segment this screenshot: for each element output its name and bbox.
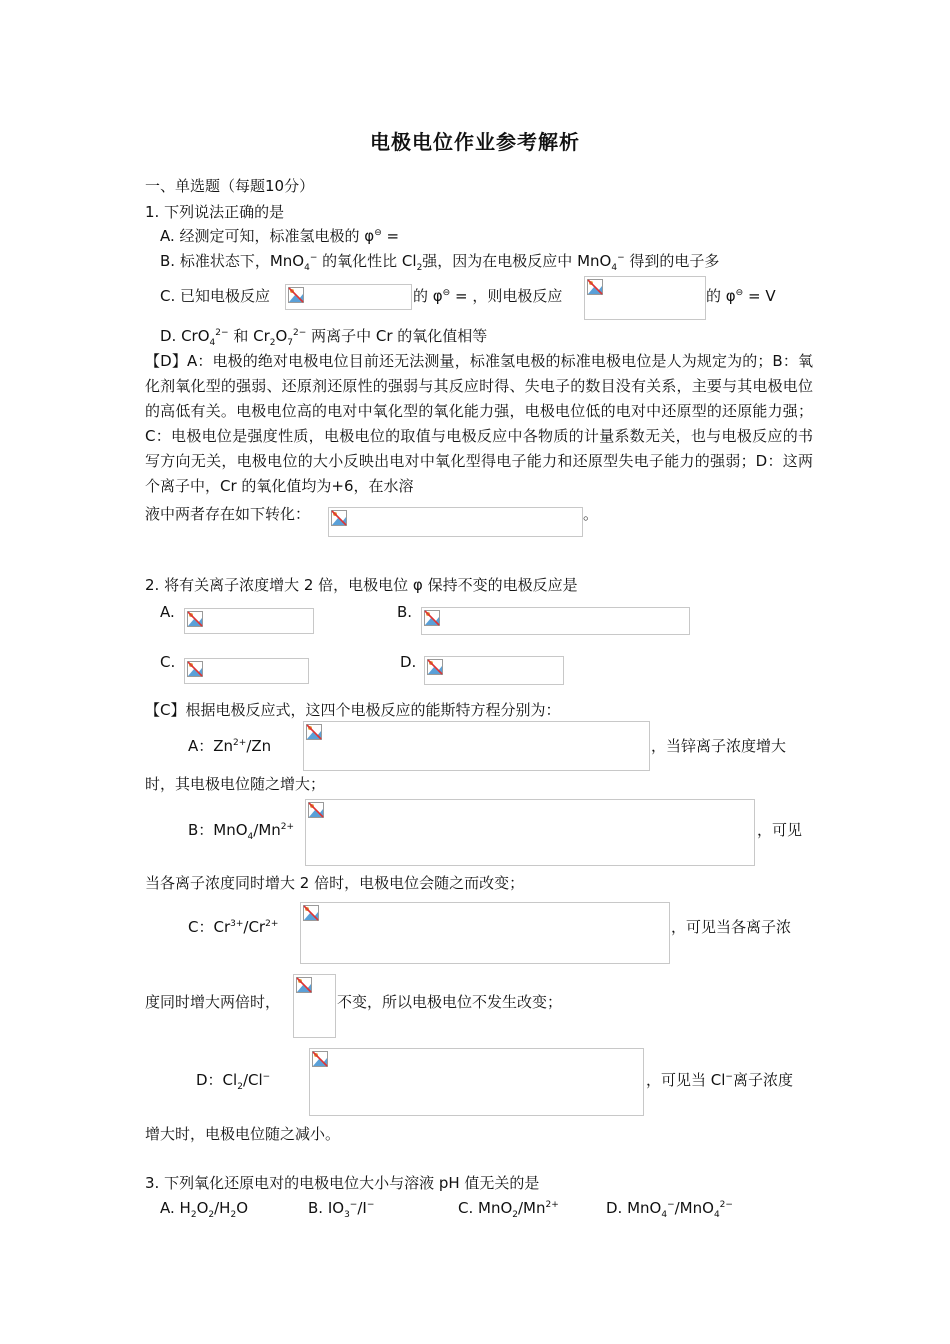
broken-image-icon: [306, 724, 322, 740]
q2-option-b-image: [421, 607, 690, 635]
q3-option-b: B. $IO_3^-/I^-$: [308, 1199, 375, 1220]
section-heading: 一、单选题（每题10分）: [145, 177, 315, 195]
q2-answer-c-ratio-image: [293, 974, 336, 1038]
q2-answer-c-cont-2: 不变，所以电极电位不发生改变；: [337, 993, 563, 1011]
broken-image-icon: [331, 510, 347, 526]
q1-option-c-part2: 的 φ⊖ = ，则电极反应: [413, 287, 563, 305]
broken-image-icon: [424, 610, 440, 626]
broken-image-icon: [288, 287, 304, 303]
q2-stem: 2. 将有关离子浓度增大 2 倍，电极电位 φ 保持不变的电极反应是: [145, 576, 578, 594]
q2-answer-b-tail: ，可见: [757, 821, 803, 839]
q2-option-b-label: B.: [397, 603, 413, 621]
q2-answer-c-label: C：$Cr^{3+}/Cr^{2+}$: [188, 918, 279, 936]
q1-answer-tail: 液中两者存在如下转化：: [145, 505, 311, 523]
q3-stem: 3. 下列氧化还原电对的电极电位大小与溶液 pH 值无关的是: [145, 1174, 540, 1192]
q2-answer-a-cont: 时，其电极电位随之增大；: [145, 775, 326, 793]
q3-option-c: C. $MnO_2/Mn^{2+}$: [458, 1199, 559, 1220]
q2-answer-b-label: B：$MnO_4/Mn^{2+}$: [188, 821, 295, 842]
broken-image-icon: [587, 279, 603, 295]
q2-answer-b-nernst-image: [305, 799, 755, 866]
q3-option-a: A. $H_2O_2/H_2O$: [160, 1199, 248, 1220]
q1-option-a: A. 经测定可知，标准氢电极的 φ⊖ =: [160, 227, 400, 245]
q2-option-d-image: [424, 656, 564, 685]
q2-option-a-image: [184, 608, 314, 634]
q2-answer-intro: 【C】根据电极反应式，这四个电极反应的能斯特方程分别为：: [145, 701, 561, 719]
broken-image-icon: [187, 611, 203, 627]
broken-image-icon: [187, 661, 203, 677]
q2-option-c-label: C.: [160, 653, 176, 671]
broken-image-icon: [427, 659, 443, 675]
q1-stem: 1. 下列说法正确的是: [145, 203, 285, 221]
q2-answer-a-tail: ，当锌离子浓度增大: [651, 737, 787, 755]
q1-c-equation-image-2: [584, 276, 706, 320]
q1-option-c-part3: 的 φ⊖ = V: [706, 287, 776, 305]
q2-answer-a-label: A：$Zn^{2+}/Zn$: [188, 737, 272, 755]
q1-answer-end: 。: [583, 505, 599, 523]
q2-answer-d-tail: ，可见当 Cl−离子浓度: [646, 1071, 793, 1089]
q1-answer: 【D】A：电极的绝对电极电位目前还无法测量，标准氢电极的标准电极电位是人为规定为的；B：氧化剂氧化型的强弱、还原剂还原性的强弱与其反应时得、失电子的数目没有关系，主要与其电极电位的高低有关。电极电位高的电对中氧化型的氧化能力强，电极电位低的电对中还原型的还原能力强；C：电极电位是强度性质，电极电位的取值与电极反应中各物质的计量系数无关，也与电极反应的书写方向无关，电极电位的大小反映出电对中氧化型得电子能力和还原型失电子能力的强弱；D：这两个离子中，Cr 的氧化值均为+6，在水溶: [145, 352, 813, 495]
q3-option-d: D. MnO$_4$−/MnO$_4^{2-}$: [606, 1199, 733, 1220]
q2-option-c-image: [184, 658, 309, 684]
q2-answer-c-nernst-image: [300, 902, 670, 964]
q2-option-d-label: D.: [400, 653, 417, 671]
q1-option-d: D. CrO$_4^{2-}$ 和 $Cr_2O_7^{2-}$ 两离子中 Cr 的氧化值相等: [160, 327, 488, 348]
broken-image-icon: [296, 977, 312, 993]
broken-image-icon: [312, 1051, 328, 1067]
page-title: 电极电位作业参考解析: [370, 130, 580, 154]
q1-conversion-equation-image: [328, 507, 583, 537]
q2-answer-b-cont: 当各离子浓度同时增大 2 倍时，电极电位会随之而改变；: [145, 874, 525, 892]
q1-option-c-part1: C. 已知电极反应: [160, 287, 271, 305]
broken-image-icon: [303, 905, 319, 921]
q2-answer-c-cont-1: 度同时增大两倍时，: [145, 993, 281, 1011]
q2-answer-d-label: D：$Cl_2/Cl^-$: [196, 1071, 271, 1092]
q2-option-a-label: A.: [160, 603, 175, 621]
broken-image-icon: [308, 802, 324, 818]
q2-answer-d-cont: 增大时，电极电位随之减小。: [145, 1125, 341, 1143]
q1-c-equation-image-1: [285, 284, 412, 310]
q2-answer-d-nernst-image: [309, 1048, 644, 1116]
q1-option-b: B. 标准状态下，MnO$_4$− 的氧化性比 $Cl_2$强，因为在电极反应中 MnO$_4$− 得到的电子多: [160, 252, 720, 273]
q2-answer-c-tail: ，可见当各离子浓: [671, 918, 792, 936]
q2-answer-a-nernst-image: [303, 721, 650, 771]
